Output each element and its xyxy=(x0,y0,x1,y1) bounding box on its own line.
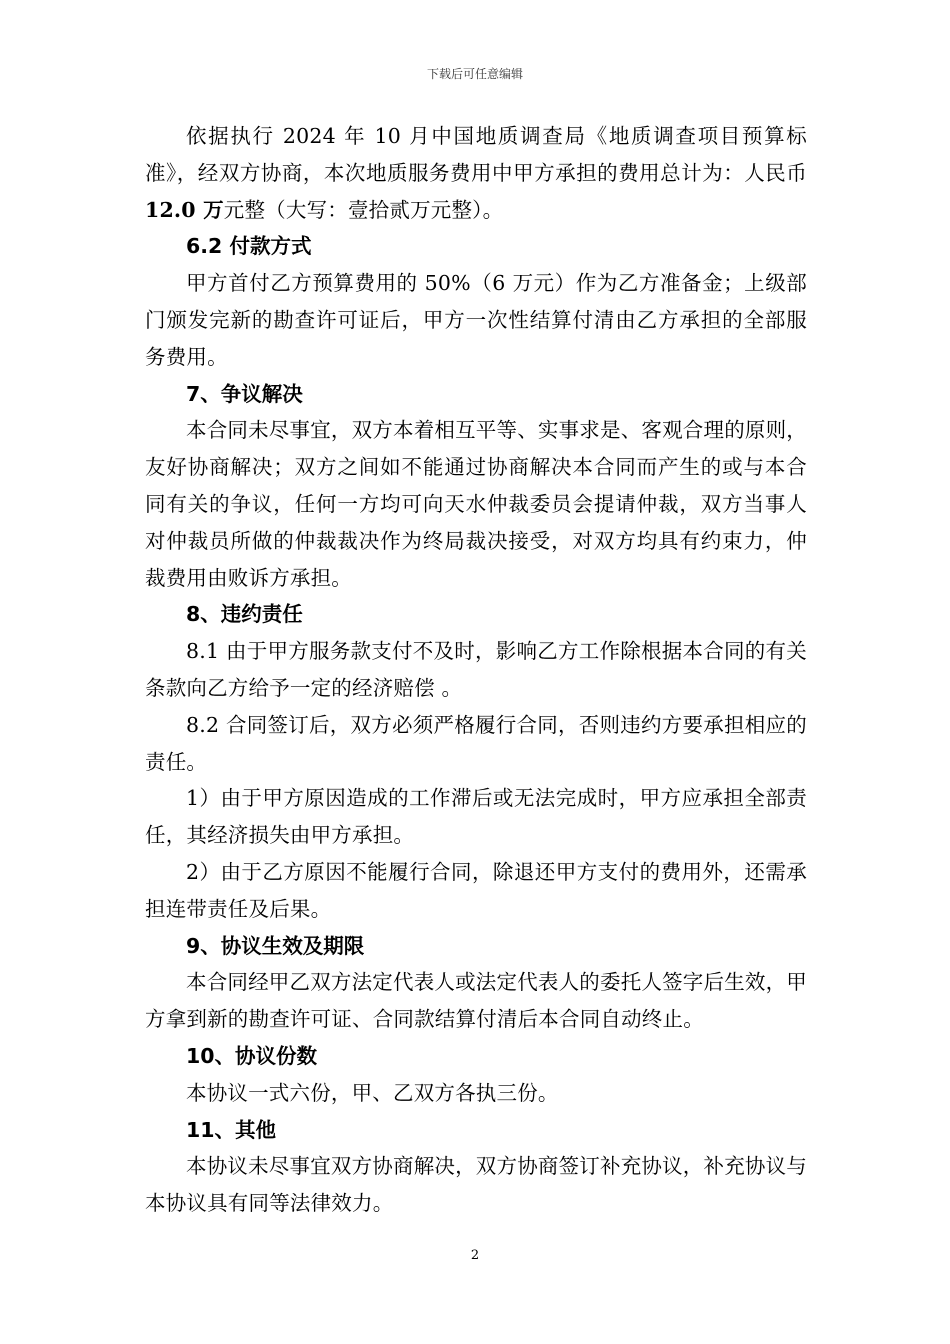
heading-dispute-resolution: 7、争议解决 xyxy=(186,381,303,406)
heading-breach-liability: 8、违约责任 xyxy=(186,602,303,627)
page-header: 下载后可任意编辑 xyxy=(426,67,523,81)
heading-effect-term: 9、协议生效及期限 xyxy=(186,933,365,958)
paragraph-payment-method: 甲方首付乙方预算费用的 50%（6 万元）作为乙方准备金；上级部门颁发完新的勘查许可证后，甲方一次性结算付清由乙方承担的全部服务费用。 xyxy=(145,271,807,369)
fee-text-pre: 依据执行 2024 年 10 月中国地质调查局《地质调查项目预算标准》，经双方协商，本次地质服务费用中甲方承担的费用总计为：人民币 xyxy=(145,124,807,185)
document-body xyxy=(145,118,807,1222)
paragraph-breach-8-2-item-2: 2）由于乙方原因不能履行合同，除退还甲方支付的费用外，还需承担连带责任及后果。 xyxy=(145,859,807,921)
paragraph-dispute-resolution: 本合同未尽事宜，双方本着相互平等、实事求是、客观合理的原则，友好协商解决；双方之间如不能通过协商解决本合同而产生的或与本合同有关的争议，任何一方均可向天水仲裁委员会提请仲裁，双方当事人对仲裁员所做的仲裁裁决作为终局裁决接受，对双方均具有约束力，仲裁费用由败诉方承担。 xyxy=(145,418,807,590)
paragraph-other: 本协议未尽事宜双方协商解决，双方协商签订补充协议，补充协议与本协议具有同等法律效力。 xyxy=(145,1154,807,1216)
paragraph-breach-8-2-item-1: 1）由于甲方原因造成的工作滞后或无法完成时，甲方应承担全部责任，其经济损失由甲方承担。 xyxy=(145,786,807,848)
paragraph-effect-term: 本合同经甲乙双方法定代表人或法定代表人的委托人签字后生效，甲方拿到新的勘查许可证、合同款结算付清后本合同自动终止。 xyxy=(145,970,807,1032)
paragraph-breach-8-2: 8.2 合同签订后，双方必须严格履行合同，否则违约方要承担相应的责任。 xyxy=(145,712,807,774)
heading-payment-method: 6.2 付款方式 xyxy=(186,234,312,259)
heading-other: 11、其他 xyxy=(186,1117,277,1142)
fee-text-post: 元整（大写：壹拾贰万元整）。 xyxy=(223,197,504,222)
paragraph-copies: 本协议一式六份，甲、乙双方各执三份。 xyxy=(186,1080,559,1105)
heading-copies: 10、协议份数 xyxy=(186,1043,318,1068)
paragraph-fee-total xyxy=(145,118,807,228)
page-number: 2 xyxy=(470,1248,480,1263)
paragraph-breach-8-1: 8.1 由于甲方服务款支付不及时，影响乙方工作除根据本合同的有关条款向乙方给予一定的经济赔偿 。 xyxy=(145,639,807,700)
fee-amount: 12.0 万 xyxy=(145,197,224,222)
